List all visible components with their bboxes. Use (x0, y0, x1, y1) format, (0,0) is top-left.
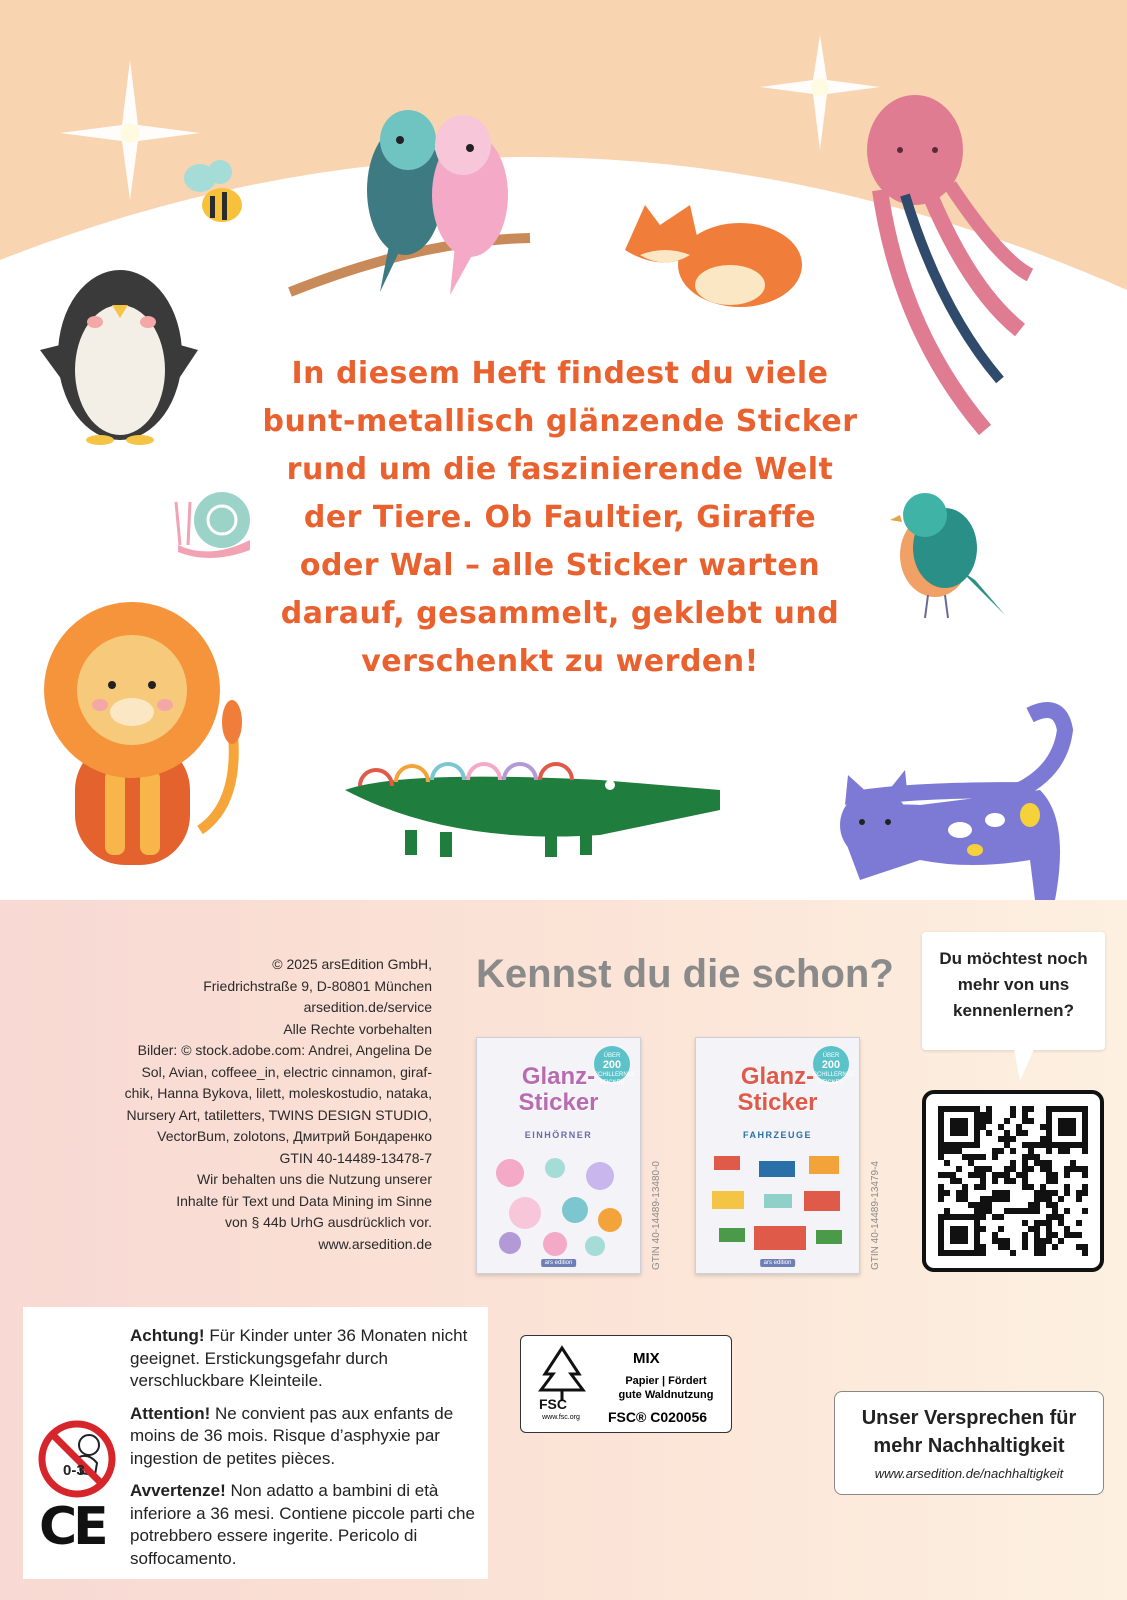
imprint-line: Sol, Avian, coffeee_in, electric cinnamon, giraf- (141, 1063, 432, 1080)
promise-link[interactable]: www.arsedition.de/nachhaltigkeit (874, 1466, 1064, 1481)
promo-heading: Kennst du die schon? (476, 952, 894, 996)
book-title-line: Glanz- (521, 1063, 596, 1090)
imprint-line: GTIN 40-14489-13478-7 (279, 1149, 432, 1166)
imprint-line: www.arsedition.de (318, 1235, 432, 1252)
bubble-line: mehr von uns (957, 975, 1070, 994)
book-subtitle: EINHÖRNER (524, 1130, 593, 1140)
book-title (696, 1064, 859, 1116)
intro-line: darauf, gesammelt, geklebt und (280, 596, 840, 631)
warning-it (130, 1480, 475, 1570)
promise-title-line: mehr Nachhaltigkeit (873, 1435, 1065, 1457)
book-cover-fahrzeuge[interactable] (695, 1037, 860, 1274)
book-title-line: Glanz- (740, 1063, 815, 1090)
imprint-line: chik, Hanna Bykova, lilett, moleskostudio, nataka, (124, 1085, 432, 1101)
warning-body: Für Kinder unter 36 Monaten nicht geeignet. Erstickungsgefahr durch verschluckbare Kleinteile. (130, 1326, 468, 1390)
imprint-line: Nursery Art, tatiletters, TWINS DESIGN STUDIO, (126, 1106, 432, 1123)
warning-body: Non adatto a bambini di età inferiore a 36 mesi. Contiene piccole parti che potrebbero essere ingerite. Pericolo di soffocamento. (130, 1481, 475, 1568)
fsc-line: gute Waldnutzung (618, 1389, 714, 1401)
warning-text (130, 1325, 475, 1580)
fox-icon (625, 205, 802, 307)
octopus-icon (867, 95, 1030, 430)
imprint-line: Alle Rechte vorbehalten (283, 1020, 432, 1037)
intro-line: bunt-metallisch glänzende Sticker (262, 404, 858, 439)
bubble-line: Du möchtest noch (939, 949, 1088, 968)
imprint-line: VectorBum, zolotons, Дмитрий Бондаренко (157, 1128, 432, 1144)
imprint-line: Inhalte für Text und Data Mining im Sinne (176, 1192, 432, 1209)
fsc-line: Papier | Fördert (625, 1375, 707, 1387)
imprint-line: arsedition.de/service (303, 999, 432, 1015)
publisher-logo: ars edition (760, 1259, 796, 1267)
speech-bubble (922, 932, 1105, 1050)
intro-line: verschenkt zu werden! (361, 644, 759, 679)
imprint-text (40, 954, 432, 1255)
imprint-line: von § 44b UrhG ausdrücklich vor. (225, 1214, 432, 1230)
sparkle-icon (760, 35, 880, 150)
warning-de (130, 1325, 475, 1393)
intro-line: der Tiere. Ob Faultier, Giraffe (303, 500, 817, 535)
snail-icon (176, 492, 250, 558)
ce-mark-icon: CE (39, 1497, 105, 1557)
speech-bubble-tail (1014, 1049, 1034, 1081)
fsc-mix: MIX (633, 1350, 660, 1367)
vehicle-stickers-icon (704, 1146, 851, 1258)
warning-label: Attention! (130, 1403, 211, 1423)
intro-line: In diesem Heft findest du viele (291, 356, 829, 391)
promise-title-line: Unser Versprechen für (861, 1407, 1077, 1429)
imprint-line: © 2025 arsEdition GmbH, (272, 956, 432, 972)
unicorn-stickers-icon (485, 1148, 632, 1258)
book-title (477, 1064, 640, 1116)
fsc-description (606, 1374, 726, 1402)
intro-line: rund um die faszinierende Welt (286, 452, 834, 487)
parrots-icon (290, 110, 530, 295)
bird-icon (890, 493, 1005, 618)
warning-label: Achtung! (130, 1326, 205, 1345)
bee-icon (184, 160, 242, 222)
sparkle-icon (60, 60, 200, 200)
fsc-tree-logo-icon (531, 1344, 593, 1410)
promise-title (835, 1404, 1103, 1460)
warning-body: Ne convient pas aux enfants de moins de 36 mois. Risque d’asphyxie par ingestion de petites pièces. (130, 1403, 454, 1468)
book-title-line: Sticker (737, 1089, 818, 1116)
badge-number: 200 (821, 1059, 841, 1071)
warning-label: Avvertenze! (130, 1481, 226, 1500)
book-title-line: Sticker (518, 1089, 599, 1116)
safety-warning-box (23, 1307, 488, 1579)
age-label: 0-3 (63, 1462, 85, 1479)
fsc-code: FSC® C020056 (608, 1409, 708, 1425)
qr-code-icon[interactable] (922, 1090, 1104, 1272)
crocodile-icon (345, 764, 720, 857)
bubble-line: kennenlernen? (953, 1001, 1074, 1020)
lion-icon (44, 602, 242, 865)
sustainability-box (834, 1391, 1104, 1495)
no-small-children-icon (37, 1419, 117, 1499)
badge-top: ÜBER (603, 1053, 621, 1059)
qr-code-pattern (926, 1094, 1100, 1268)
cat-icon (840, 710, 1065, 900)
gtin-label: GTIN 40-14489-13479-4 (870, 1161, 881, 1270)
intro-text (240, 350, 880, 686)
gtin-label: GTIN 40-14489-13480-0 (651, 1161, 662, 1270)
book-cover-einhoerner[interactable] (476, 1037, 641, 1274)
imprint-line: Bilder: © stock.adobe.com: Andrei, Angelina De (137, 1042, 432, 1058)
fsc-logo-text: FSC (539, 1396, 567, 1410)
imprint-line: Wir behalten uns die Nutzung unserer (196, 1171, 432, 1187)
intro-line: oder Wal – alle Sticker warten (299, 548, 821, 583)
publisher-logo: ars edition (541, 1259, 577, 1267)
badge-bottom: SCHILLERNDE STICKER (813, 1072, 856, 1086)
imprint-line: Friedrichstraße 9, D-80801 München (203, 977, 432, 994)
badge-top: ÜBER (822, 1053, 840, 1059)
penguin-icon (40, 270, 198, 445)
badge-bottom: SCHILLERNDE STICKER (594, 1072, 637, 1086)
fsc-label (520, 1335, 732, 1433)
book-subtitle: FAHRZEUGE (742, 1130, 812, 1140)
fsc-website: www.fsc.org (542, 1414, 580, 1421)
badge-number: 200 (602, 1059, 622, 1071)
warning-fr (130, 1403, 475, 1471)
